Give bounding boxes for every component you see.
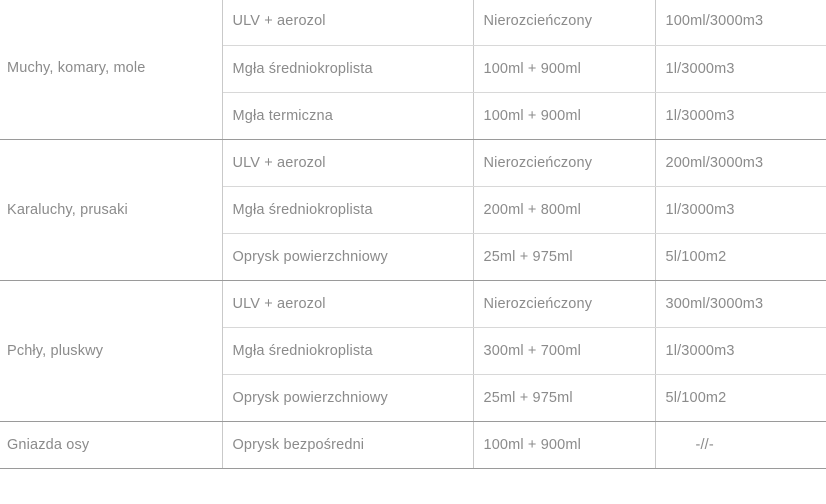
cell-dose: 200ml + 800ml	[473, 186, 655, 233]
cell-yield: 1l/3000m3	[655, 327, 826, 374]
cell-method: Oprysk powierzchniowy	[222, 374, 473, 421]
table-row	[0, 280, 826, 327]
cell-dose: 100ml + 900ml	[473, 45, 655, 92]
cell-method: Mgła termiczna	[222, 92, 473, 139]
cell-yield: -//-	[655, 421, 826, 468]
cell-yield: 200ml/3000m3	[655, 139, 826, 186]
cell-dose: Nierozcieńczony	[473, 0, 655, 45]
cell-dose: Nierozcieńczony	[473, 139, 655, 186]
pest-group-cell: Karaluchy, prusaki	[0, 139, 222, 280]
cell-dose: Nierozcieńczony	[473, 280, 655, 327]
cell-dose: 100ml + 900ml	[473, 421, 655, 468]
cell-method: ULV + aerozol	[222, 280, 473, 327]
cell-dose: 100ml + 900ml	[473, 92, 655, 139]
cell-method: ULV + aerozol	[222, 139, 473, 186]
cell-yield: 300ml/3000m3	[655, 280, 826, 327]
cell-dose: 25ml + 975ml	[473, 233, 655, 280]
cell-yield: 1l/3000m3	[655, 186, 826, 233]
cell-method: Oprysk powierzchniowy	[222, 233, 473, 280]
cell-yield: 100ml/3000m3	[655, 0, 826, 45]
table-row	[0, 0, 826, 45]
cell-yield: 1l/3000m3	[655, 92, 826, 139]
cell-method: Mgła średniokroplista	[222, 186, 473, 233]
cell-dose: 300ml + 700ml	[473, 327, 655, 374]
table-row	[0, 421, 826, 468]
cell-method: Mgła średniokroplista	[222, 327, 473, 374]
cell-yield: 5l/100m2	[655, 374, 826, 421]
cell-method: Mgła średniokroplista	[222, 45, 473, 92]
cell-yield: 5l/100m2	[655, 233, 826, 280]
table-row	[0, 139, 826, 186]
pest-group-cell: Muchy, komary, mole	[0, 0, 222, 139]
cell-dose: 25ml + 975ml	[473, 374, 655, 421]
cell-method: ULV + aerozol	[222, 0, 473, 45]
cell-method: Oprysk bezpośredni	[222, 421, 473, 468]
pest-group-cell: Pchły, pluskwy	[0, 280, 222, 421]
pest-group-cell: Gniazda osy	[0, 421, 222, 468]
cell-yield: 1l/3000m3	[655, 45, 826, 92]
